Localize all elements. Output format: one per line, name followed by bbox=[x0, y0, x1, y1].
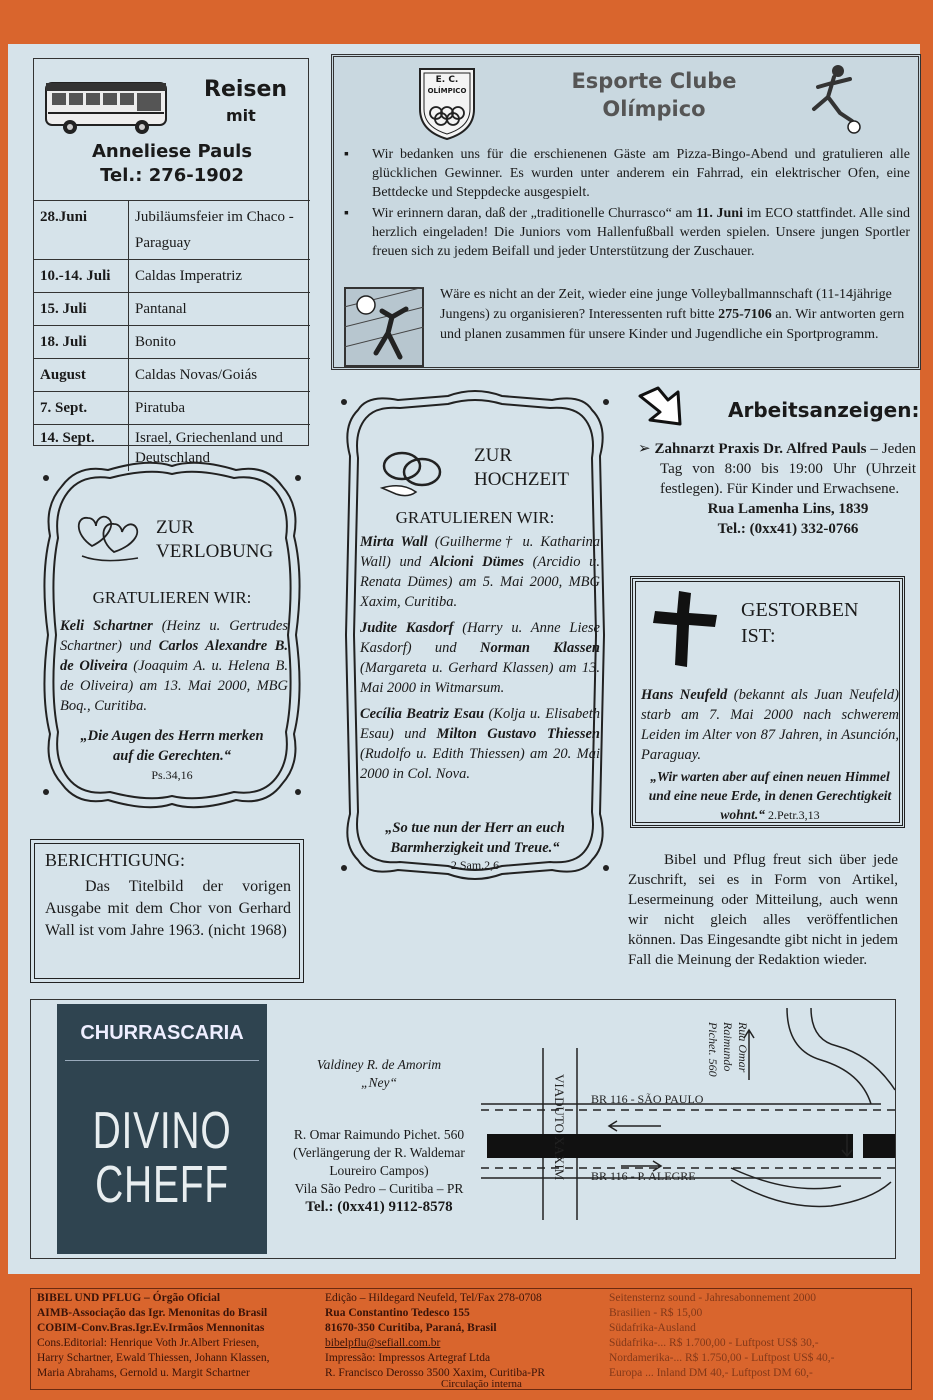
logo-name-line1: DIVINO bbox=[92, 1102, 232, 1160]
map-label-rua-2: Raimundo bbox=[721, 1022, 735, 1072]
logo-name bbox=[83, 1104, 241, 1212]
engagement-title bbox=[156, 516, 273, 564]
wedding-quote: „So tue nun der Herr an euch Barmherzigkeit und Treue.“ bbox=[385, 820, 565, 856]
dentist-address: Rua Lamenha Lins, 1839 bbox=[707, 501, 869, 517]
map-label-br-porto-alegre: BR 116 - P. ALEGRE bbox=[591, 1169, 696, 1183]
travel-ad bbox=[33, 58, 309, 466]
arrow-down-right-icon bbox=[636, 386, 696, 436]
wedding-title bbox=[474, 444, 569, 492]
editorial-note: Bibel und Pflug freut sich über jede Zuschrift, sei es in Form von Artikel, Lesermeinung oder Mitteilung, auch wenn wir nicht gleich alles veröffentlichen können. Das Eingesandte gibt nicht in jedem Fall die Meinung der Redaktion wieder. bbox=[628, 852, 898, 968]
couple1-text2: (Arcidio u. Renata Dümes) am 5. Mai 2000, MBG Xaxim, Curitiba. bbox=[360, 554, 600, 610]
club-notice-list bbox=[344, 145, 910, 263]
correction-notice bbox=[30, 839, 304, 983]
obituary-title-line1: GESTORBEN bbox=[741, 599, 859, 621]
travel-agent-name: Anneliese Pauls bbox=[91, 141, 253, 162]
travel-title: Reisen bbox=[204, 77, 288, 102]
dentist-hours: – Jeden Tag von 8:00 bis 19:00 Uhr (Uhrzeit festlegen). Für Kinder und Erwachsene. bbox=[660, 441, 916, 497]
engagement-title-line1: ZUR bbox=[156, 517, 194, 538]
owner-name: Valdiney R. de Amorim bbox=[316, 1057, 442, 1072]
table-row bbox=[34, 260, 310, 293]
trip-date: August bbox=[34, 359, 129, 392]
engagement-quote: „Die Augen des Herrn merken auf die Gerechten.“ bbox=[80, 728, 264, 764]
table-row bbox=[34, 293, 310, 326]
couple1-text1: (Guilherme† u. Katharina Wall) und bbox=[360, 534, 600, 570]
masthead-footer bbox=[30, 1288, 912, 1390]
engagement-gratulieren: GRATULIEREN WIR: bbox=[92, 588, 252, 607]
restaurant-info bbox=[279, 1056, 479, 1216]
volleyball-player-icon bbox=[344, 287, 424, 367]
club-badge-text bbox=[420, 75, 474, 97]
table-row bbox=[34, 201, 310, 260]
map-label-rua-3: Pichet. 560 bbox=[706, 1022, 720, 1077]
map-label-br-sao-paulo: BR 116 - SÃO PAULO bbox=[591, 1092, 704, 1106]
masthead-line: Rua Constantino Tedesco 155 bbox=[325, 1307, 470, 1319]
couple1-name2: Alcioni Dümes bbox=[429, 554, 525, 570]
job-ads bbox=[628, 382, 920, 567]
logo-name-line2: CHEFF bbox=[95, 1156, 229, 1214]
masthead-line: Maria Abrahams, Gernold u. Margit Schartner bbox=[37, 1367, 250, 1379]
masthead-line: AIMB-Associação das Igr. Menonitas do Brasil bbox=[37, 1307, 268, 1319]
wedding-couples bbox=[360, 532, 600, 784]
list-item: ▪ Wir bedanken uns für die erschienenen Gäste am Pizza-Bingo-Abend und gratulieren alle glücklichen Gewinner. Es wurden unter anderem ein Fahrrad, ein elektrischer Ofen, eine Bettdecke und Steppdecke ausgespielt. bbox=[344, 145, 910, 202]
engagement-announcement bbox=[38, 456, 306, 814]
map-label-viaduto: VIADUTO XAXIM bbox=[552, 1074, 567, 1181]
trip-place: Israel, Griechenland und Deutschland bbox=[129, 425, 311, 472]
couple3-text1: (Kolja u. Elisabeth Esau) und bbox=[360, 706, 600, 742]
masthead-col3 bbox=[609, 1291, 835, 1381]
obituary-quote-text: „Wir warten aber auf einen neuen Himmel und eine neue Erde, in denen Gerechtigkeit wohnt.“ bbox=[648, 769, 892, 822]
engagement-text1: (Heinz u. Gertrudes Schartner) und bbox=[60, 618, 288, 654]
obituary-text bbox=[641, 685, 899, 765]
couple3-text2: (Rudolfo u. Edith Thiessen) am 20. Mai 2000 in Col. Nova. bbox=[360, 746, 600, 782]
trip-place: Piratuba bbox=[129, 392, 311, 425]
wedding-couple bbox=[360, 532, 600, 612]
arrow-bullet-icon: ➢ bbox=[638, 441, 655, 457]
dentist-phone: Tel.: (0xx41) 332-0766 bbox=[717, 521, 859, 537]
club-badge-top: E. C. bbox=[435, 75, 459, 85]
wedding-rings-icon bbox=[372, 442, 452, 500]
club-title bbox=[524, 67, 784, 123]
location-map bbox=[481, 1000, 895, 1258]
wedding-title-line1: ZUR bbox=[474, 445, 512, 466]
couple1-name1: Mirta Wall bbox=[360, 534, 428, 550]
restaurant-address-2: (Verlängerung der R. Waldemar Loureiro Campos) bbox=[293, 1145, 465, 1178]
travel-schedule-table bbox=[34, 200, 310, 471]
masthead-line: Südafrika-Ausland bbox=[609, 1322, 696, 1334]
dentist-name: Zahnarzt Praxis Dr. Alfred Pauls bbox=[654, 441, 867, 457]
couple2-text2: (Margareta u. Gerhard Klassen) am 13. Mai 2000 in Witmarsum. bbox=[360, 660, 600, 696]
masthead-line: Europa ... Inland DM 40,- Luftpost DM 60,- bbox=[609, 1367, 813, 1379]
obituary bbox=[630, 576, 905, 828]
wedding-couple bbox=[360, 704, 600, 784]
hearts-icon bbox=[72, 506, 142, 566]
travel-mit: mit bbox=[226, 106, 256, 125]
obituary-quote bbox=[641, 767, 899, 825]
masthead-line: bibelpflu@sefiall.com.br bbox=[325, 1337, 441, 1349]
masthead-line: R. Francisco Derosso 3500 Xaxim, Curitiba-PR bbox=[325, 1367, 546, 1379]
map-label-rua-1: Rua Omar bbox=[736, 1022, 750, 1073]
churrasco-date: 11. Juni bbox=[696, 206, 743, 221]
trip-date: 14. Sept. bbox=[34, 425, 129, 472]
deceased-name: Hans Neufeld bbox=[641, 687, 728, 703]
wedding-couple bbox=[360, 618, 600, 698]
engagement-name1: Keli Schartner bbox=[60, 618, 153, 634]
trip-place: Bonito bbox=[129, 326, 311, 359]
obituary-title bbox=[741, 597, 858, 649]
trip-date: 7. Sept. bbox=[34, 392, 129, 425]
engagement-text bbox=[60, 616, 288, 716]
club-title-line1: Esporte Clube bbox=[571, 69, 737, 93]
trip-place: Caldas Imperatriz bbox=[129, 260, 311, 293]
masthead-circulation: Circulação interna bbox=[441, 1378, 522, 1390]
masthead-col2 bbox=[325, 1291, 545, 1381]
masthead-line: Nordamerika-... R$ 1.750,00 - Luftpost US$ 40,- bbox=[609, 1352, 835, 1364]
table-row bbox=[34, 326, 310, 359]
list-item bbox=[344, 204, 910, 261]
owner-nick: „Ney“ bbox=[360, 1075, 397, 1090]
masthead-line: Harry Schartner, Ewald Thiessen, Johann Klassen, bbox=[37, 1352, 270, 1364]
churrasco-text-a: Wir erinnern daran, daß der „traditionelle Churrasco“ am bbox=[372, 206, 697, 221]
engagement-name2: Carlos Alexandre B. de Oliveira bbox=[60, 638, 288, 674]
volley-text-b: an. Wir antworten gern und planen zusammen für unsere Kinder und Jugendliche ein Sportprogramm. bbox=[440, 307, 905, 342]
restaurant-logo bbox=[57, 1004, 267, 1254]
trip-date: 28.Juni bbox=[34, 201, 129, 260]
masthead-line: Cons.Editorial: Henrique Voth Jr.Albert Friesen, bbox=[37, 1337, 260, 1349]
couple2-name2: Norman Klassen bbox=[479, 640, 600, 656]
job-ad-item bbox=[630, 439, 916, 539]
bus-icon bbox=[42, 77, 172, 139]
travel-phone: Tel.: 276-1902 bbox=[100, 165, 244, 186]
couple3-name2: Milton Gustavo Thiessen bbox=[436, 726, 600, 742]
table-row bbox=[34, 392, 310, 425]
trip-date: 10.-14. Juli bbox=[34, 260, 129, 293]
restaurant-address-3: Vila São Pedro – Curitiba – PR bbox=[294, 1181, 464, 1196]
restaurant-ad bbox=[30, 999, 896, 1259]
soccer-player-icon bbox=[804, 63, 864, 135]
masthead-line: Impressão: Impressos Artegraf Ltda bbox=[325, 1352, 491, 1364]
volley-phone: 275-7106 bbox=[718, 307, 772, 322]
sports-club-notice bbox=[331, 54, 921, 370]
club-title-line2: Olímpico bbox=[602, 97, 706, 121]
couple3-name1: Cecília Beatriz Esau bbox=[360, 706, 485, 722]
job-ads-title: Arbeitsanzeigen: bbox=[728, 398, 920, 422]
masthead-line: 81670-350 Curitiba, Paraná, Brasil bbox=[325, 1322, 497, 1334]
masthead-line: Brasilien - R$ 15,00 bbox=[609, 1307, 703, 1319]
wedding-announcement bbox=[338, 386, 612, 884]
wedding-quote-ref: 2.Sam.2,6 bbox=[450, 858, 500, 872]
restaurant-address-1: R. Omar Raimundo Pichet. 560 bbox=[293, 1127, 465, 1142]
masthead-line: Edição – Hildegard Neufeld, Tel/Fax 278-0708 bbox=[325, 1292, 542, 1304]
obituary-title-line2: IST: bbox=[741, 625, 776, 647]
wedding-title-line2: HOCHZEIT bbox=[474, 469, 569, 490]
cross-icon bbox=[649, 589, 721, 669]
volley-text-a: Wäre es nicht an der Zeit, wieder eine junge Volleyballmannschaft (11-14jährige Jungens) zu organisieren? Interessenten ruft bitte bbox=[440, 287, 892, 322]
restaurant-phone: Tel.: (0xx41) 9112-8578 bbox=[305, 1199, 453, 1215]
table-row bbox=[34, 359, 310, 392]
couple2-text1: (Harry u. Anne Liese Kasdorf) und bbox=[360, 620, 600, 656]
obituary-details: (bekannt als Juan Neufeld) starb am 7. Mai 2000 nach schwerem Leiden im Alter von 87 Jahren, in Asunción, Paraguay. bbox=[641, 687, 900, 763]
masthead-line: Seitensternz sound - Jahresabonnement 2000 bbox=[609, 1292, 816, 1304]
couple2-name1: Judite Kasdorf bbox=[360, 620, 454, 636]
masthead-line: Südafrika-... R$ 1.700,00 - Luftpost US$ 30,- bbox=[609, 1337, 819, 1349]
correction-title: BERICHTIGUNG: bbox=[45, 850, 185, 870]
engagement-quote-ref: Ps.34,16 bbox=[151, 768, 193, 782]
trip-date: 15. Juli bbox=[34, 293, 129, 326]
wedding-gratulieren: GRATULIEREN WIR: bbox=[395, 508, 555, 527]
obituary-quote-ref: 2.Petr.3,13 bbox=[764, 808, 820, 822]
masthead-line: BIBEL UND PFLUG – Órgão Oficial bbox=[37, 1292, 221, 1304]
trip-place: Jubiläumsfeier im Chaco - Paraguay bbox=[129, 201, 311, 260]
page bbox=[8, 44, 920, 1274]
trip-date: 18. Juli bbox=[34, 326, 129, 359]
trip-place: Caldas Novas/Goiás bbox=[129, 359, 311, 392]
club-badge-name: OLÍMPICO bbox=[427, 87, 467, 95]
masthead-line: COBIM-Conv.Bras.Igr.Ev.Irmãos Mennonitas bbox=[37, 1322, 265, 1334]
masthead-col1 bbox=[37, 1291, 269, 1381]
engagement-text2: (Joaquim A. u. Helena B. de Oliveira) am 13. Mai 2000, MBG Boq., Curitiba. bbox=[60, 658, 288, 714]
churrasco-text-b: im ECO stattfindet. Alle sind herzlich eingeladen! Die Juniors vom Hallenfußball werden spielen. Unsere jungen Sportler freuen sich zu jedem Beifall und jeder Unterstützung der Zuschauer. bbox=[372, 206, 910, 259]
engagement-title-line2: VERLOBUNG bbox=[156, 541, 274, 562]
correction-text: Das Titelbild der vorigen Ausgabe mit dem Chor von Gerhard Wall ist vom Jahre 1963. (nicht 1968) bbox=[45, 878, 291, 939]
trip-place: Pantanal bbox=[129, 293, 311, 326]
volleyball-notice bbox=[440, 285, 910, 345]
logo-churrascaria: CHURRASCARIA bbox=[80, 1022, 244, 1044]
